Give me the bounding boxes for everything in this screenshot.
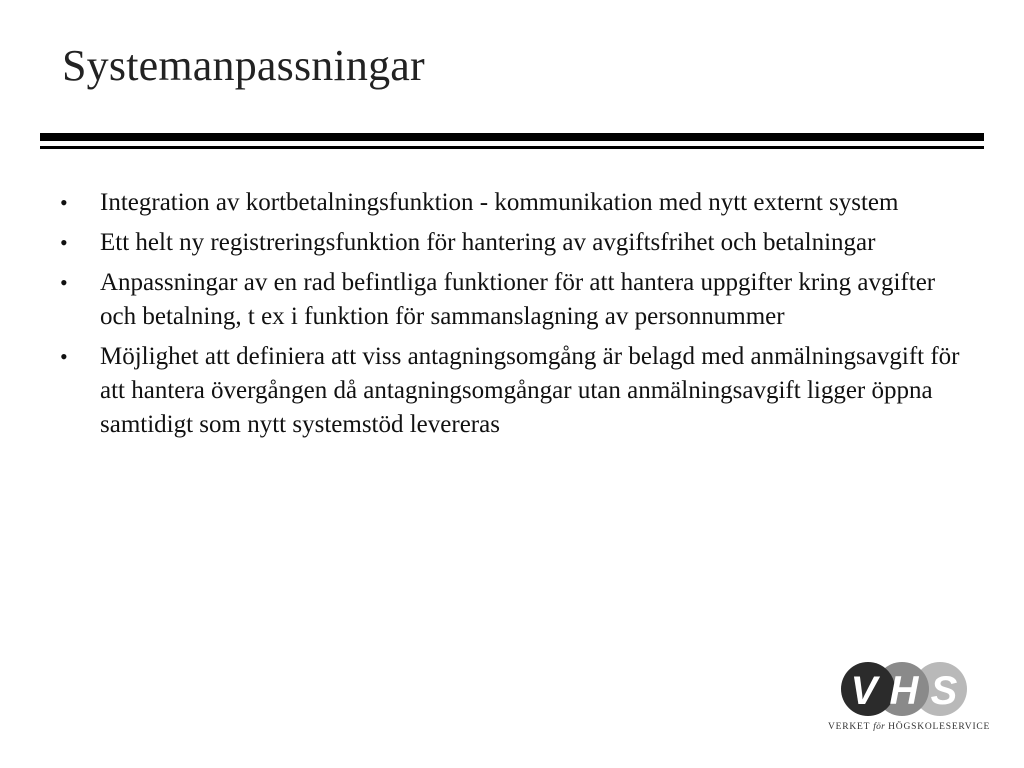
logo-letter-v: V — [850, 669, 878, 713]
bullet-glyph: • — [60, 230, 68, 255]
bullet-list — [60, 186, 960, 448]
title-divider-thin — [40, 146, 984, 149]
logo-caption-part2: HÖGSKOLESERVICE — [884, 722, 991, 732]
bullet-glyph: • — [60, 190, 68, 215]
logo-caption-italic: för — [873, 722, 885, 732]
bullet-text: Anpassningar av en rad befintliga funktioner för att hantera uppgifter kring avgifter och betalning, t ex i funktion för sammanslagning av personnummer — [100, 269, 936, 330]
bullet-item — [60, 266, 960, 334]
logo-letter-h: H — [889, 669, 919, 713]
bullet-text: Ett helt ny registreringsfunktion för hantering av avgiftsfrihet och betalningar — [100, 229, 876, 256]
bullet-text: Integration av kortbetalningsfunktion - kommunikation med nytt externt system — [100, 189, 899, 216]
bullet-item — [60, 186, 960, 220]
logo-caption — [828, 722, 991, 732]
title-divider-thick — [40, 133, 984, 141]
logo-caption-part1: VERKET — [828, 722, 874, 732]
vhs-logo-mark — [828, 662, 988, 720]
bullet-text: Möjlighet att definiera att viss antagningsomgång är belagd med anmälningsavgift för att hantera övergången då antagningsomgångar utan anmälningsavgift ligger öppna samtidigt som nytt systemstöd levereras — [100, 343, 960, 438]
slide-title: Systemanpassningar — [62, 41, 425, 90]
bullet-item — [60, 226, 960, 260]
bullet-item — [60, 340, 960, 442]
bullet-glyph: • — [60, 270, 68, 295]
logo-letter-s: S — [930, 669, 958, 713]
vhs-logo — [828, 662, 991, 742]
bullet-glyph: • — [60, 344, 68, 369]
